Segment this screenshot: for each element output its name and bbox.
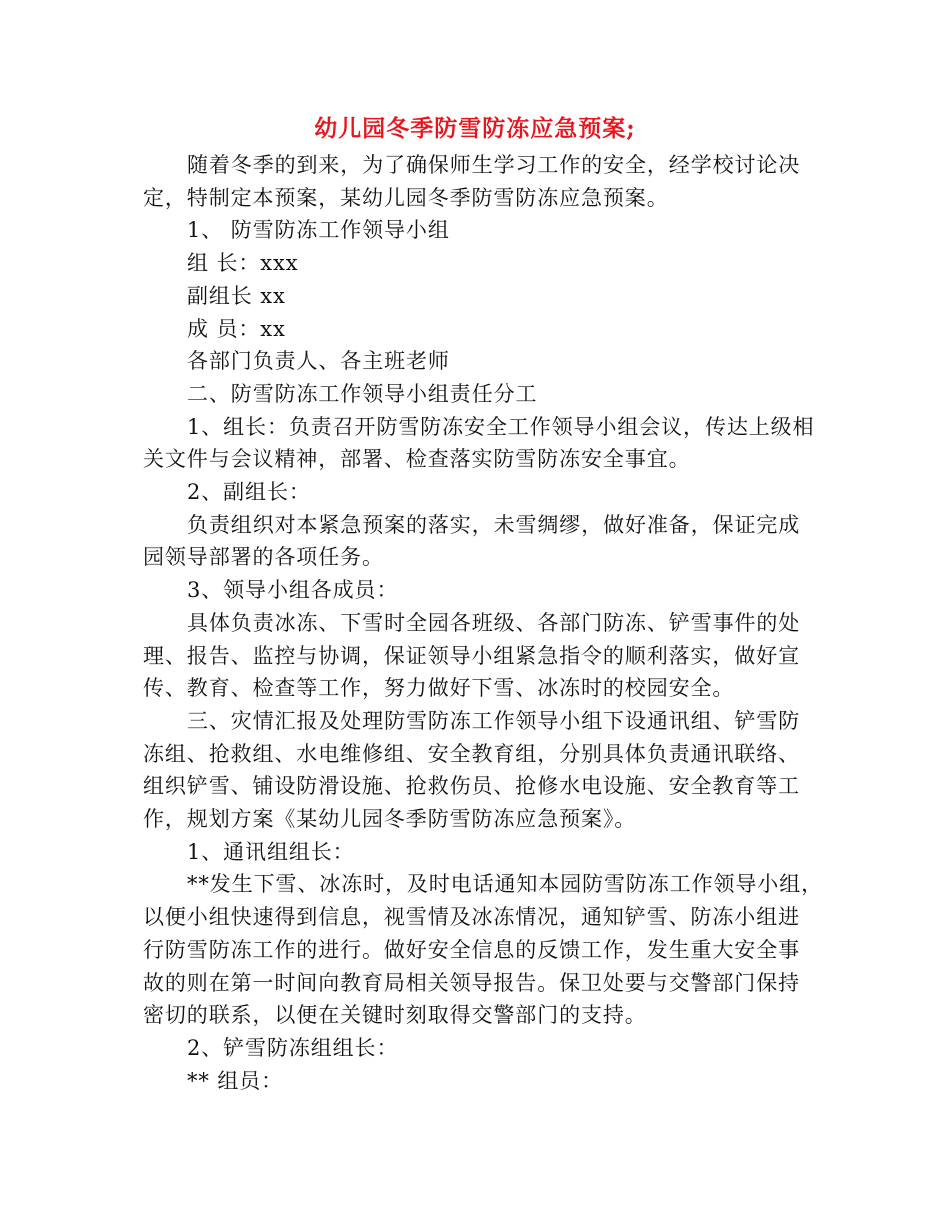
text-line: **发生下雪、冰冻时，及时电话通知本园防雪防冻工作领导小组，	[187, 872, 823, 897]
text-line: 具体负责冰冻、下雪时全园各班级、各部门防冻、铲雪事件的处	[187, 610, 801, 635]
text-line: 园领导部署的各项任务。	[143, 545, 384, 570]
text-line: ** 组员：	[187, 1068, 284, 1093]
text-line: 负责组织对本紧急预案的落实，未雪绸缪，做好准备，保证完成	[187, 512, 801, 537]
paragraph	[143, 411, 815, 476]
paragraph	[143, 378, 811, 411]
paragraph	[143, 280, 811, 313]
paragraph	[143, 476, 811, 509]
paragraph	[143, 1032, 811, 1065]
text-line: 组织铲雪、铺设防滑设施、抢救伤员、抢修水电设施、安全教育等工	[143, 774, 800, 799]
text-line: 二、防雪防冻工作领导小组责任分工	[187, 381, 538, 406]
document-body	[143, 149, 823, 1097]
text-line: 2、副组长：	[187, 480, 311, 505]
paragraph	[143, 247, 811, 280]
paragraph	[143, 705, 811, 836]
paragraph	[143, 509, 811, 574]
text-line: 1、组长：负责召开防雪防冻安全工作领导小组会议，传达上级相	[187, 414, 815, 439]
text-line: 1、通讯组组长：	[187, 839, 355, 864]
paragraph	[143, 868, 823, 1032]
paragraph	[143, 1065, 811, 1098]
text-line: 随着冬季的到来，为了确保师生学习工作的安全，经学校讨论决	[187, 153, 801, 177]
paragraph	[143, 836, 811, 869]
paragraph	[143, 149, 811, 214]
text-line: 关文件与会议精神，部署、检查落实防雪防冻安全事宜。	[143, 447, 691, 472]
text-line: 密切的联系，以便在关键时刻取得交警部门的支持。	[143, 1003, 647, 1028]
text-line: 故的则在第一时间向教育局相关领导报告。保卫处要与交警部门保持	[143, 970, 800, 995]
text-line: 以便小组快速得到信息，视雪情及冰冻情况，通知铲雪、防冻小组进	[143, 905, 800, 930]
text-line: 定，特制定本预案，某幼儿园冬季防雪防冻应急预案。	[143, 185, 669, 210]
paragraph	[143, 574, 811, 607]
text-line: 成 员：xx	[187, 316, 286, 341]
text-line: 2、铲雪防冻组组长：	[187, 1035, 399, 1060]
text-line: 冻组、抢救组、水电维修组、安全教育组，分别具体负责通讯联络、	[143, 741, 800, 766]
text-line: 理、报告、监控与协调，保证领导小组紧急指令的顺利落实，做好宣	[143, 643, 800, 668]
text-line: 三、灾情汇报及处理防雪防冻工作领导小组下设通讯组、铲雪防	[187, 708, 801, 733]
text-line: 各部门负责人、各主班老师	[187, 349, 450, 374]
paragraph	[143, 345, 811, 378]
document-title: 幼儿园冬季防雪防冻应急预案;	[314, 115, 636, 142]
text-line: 副组长 xx	[187, 283, 286, 308]
text-line: 传、教育、检查等工作，努力做好下雪、冰冻时的校园安全。	[143, 676, 735, 701]
paragraph	[143, 313, 811, 346]
paragraph	[143, 214, 811, 247]
text-line: 组 长：xxx	[187, 251, 299, 276]
text-line: 行防雪防冻工作的进行。做好安全信息的反馈工作，发生重大安全事	[143, 937, 800, 962]
text-line: 1、 防雪防冻工作领导小组	[187, 218, 450, 243]
paragraph	[143, 607, 811, 705]
text-line: 3、领导小组各成员：	[187, 578, 399, 603]
text-line: 作，规划方案《某幼儿园冬季防雪防冻应急预案》。	[143, 807, 637, 832]
